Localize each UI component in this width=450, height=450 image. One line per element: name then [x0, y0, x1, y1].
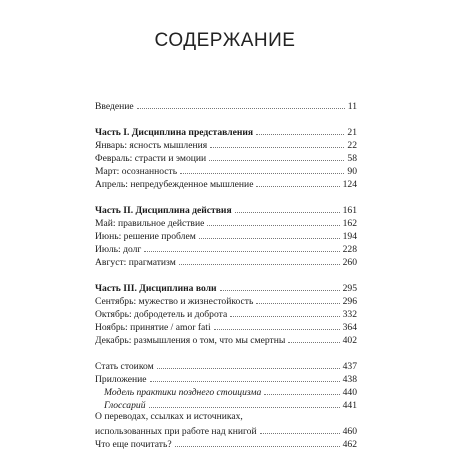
toc-entry-glossary: Глоссарий 441 [104, 400, 357, 411]
dot-leader [149, 406, 340, 408]
dot-leader [220, 289, 340, 291]
toc-entry-july: Июль: долг 228 [95, 244, 357, 255]
page-title: СОДЕРЖАНИЕ [154, 30, 296, 51]
toc-entry-become-stoic: Стать стоиком 437 [95, 361, 357, 372]
toc-entry-further-reading: Что еще почитать? 462 [95, 439, 357, 450]
dot-leader [256, 133, 344, 135]
toc-entry-september: Сентябрь: мужество и жизнестойкость 296 [95, 296, 357, 307]
toc-entry-intro: Введение 11 [95, 101, 357, 112]
toc-entry-august: Август: прагматизм 260 [95, 257, 357, 268]
dot-leader [264, 393, 339, 395]
dot-leader [235, 211, 340, 213]
dot-leader [230, 315, 339, 317]
dot-leader [214, 328, 340, 330]
toc-entry-part-2: Часть II. Дисциплина действия 161 [95, 205, 357, 216]
toc-entry-part-1: Часть I. Дисциплина представления 21 [95, 127, 357, 138]
dot-leader [144, 250, 339, 252]
dot-leader [180, 172, 344, 174]
toc-entry-part-3: Часть III. Дисциплина воли 295 [95, 283, 357, 294]
dot-leader [175, 445, 340, 447]
dot-leader [256, 185, 339, 187]
toc-entry-model: Модель практики позднего стоицизма 440 [104, 387, 357, 398]
dot-leader [157, 367, 340, 369]
toc-entry-october: Октябрь: добродетель и доброта 332 [95, 309, 357, 320]
toc-entry-december: Декабрь: размышления о том, что мы смертны 402 [95, 335, 357, 346]
toc-entry-appendix: Приложение 438 [95, 374, 357, 385]
toc-entry-january: Январь: ясность мышления 22 [95, 140, 357, 151]
dot-leader [288, 341, 339, 343]
toc-entry-february: Февраль: страсти и эмоции 58 [95, 153, 357, 164]
toc-entry-translations-line1: О переводах, ссылках и источниках, [95, 411, 243, 422]
dot-leader [207, 224, 339, 226]
toc-entry-april: Апрель: непредубежденное мышление 124 [95, 179, 357, 190]
toc-entry-june: Июнь: решение проблем 194 [95, 231, 357, 242]
dot-leader [256, 302, 339, 304]
toc-entry-translations-line2: использованных при работе над книгой 460 [95, 426, 357, 437]
toc-entry-november: Ноябрь: принятие / amor fati 364 [95, 322, 357, 333]
dot-leader [210, 146, 344, 148]
dot-leader [260, 432, 340, 434]
dot-leader [209, 159, 344, 161]
dot-leader [199, 237, 340, 239]
dot-leader [137, 107, 345, 109]
dot-leader [150, 380, 340, 382]
toc-entry-march: Март: осознанность 90 [95, 166, 357, 177]
dot-leader [179, 263, 340, 265]
toc-entry-may: Май: правильное действие 162 [95, 218, 357, 229]
